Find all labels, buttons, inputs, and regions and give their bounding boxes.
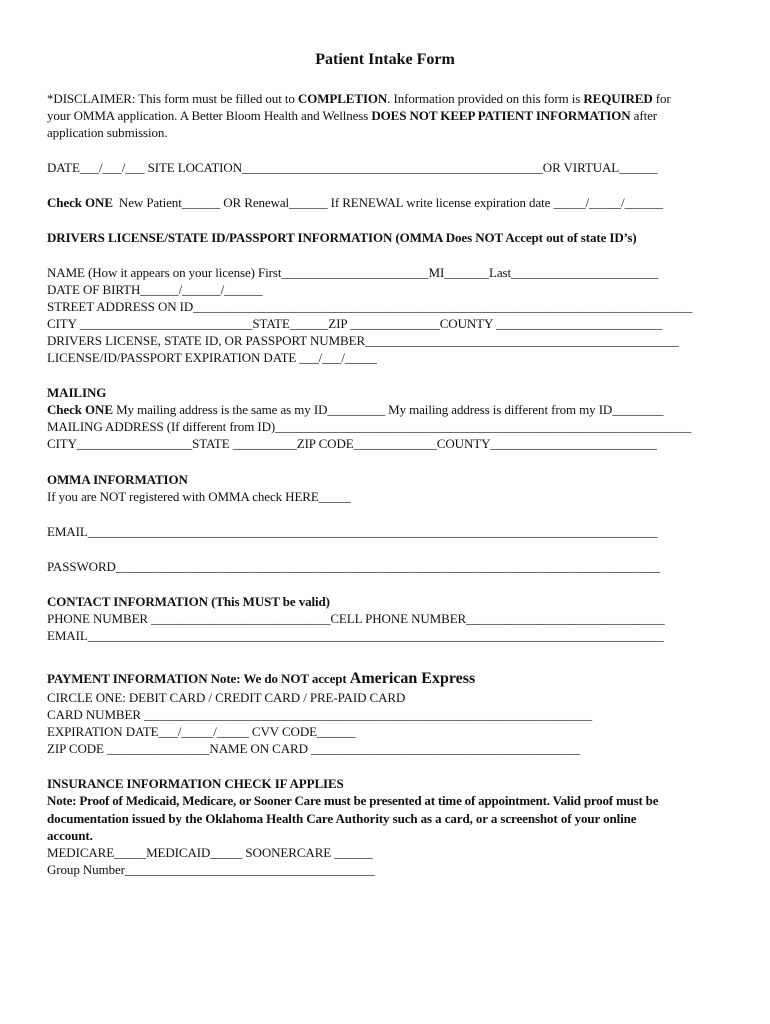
amex-text: American Express [349, 670, 476, 687]
card-number-field[interactable]: CARD NUMBER ______________________________________________________________________ [47, 707, 593, 722]
disclaimer-emphasis: COMPLETION [297, 91, 388, 106]
insurance-type-field[interactable]: MEDICARE_____MEDICAID_____ SOONERCARE ______ [47, 845, 373, 860]
mailing-section-heading: MAILING [47, 385, 107, 400]
disclaimer-text: after [630, 108, 657, 123]
omma-registered-checkbox[interactable]: If you are NOT registered with OMMA check HERE_____ [47, 489, 351, 504]
omma-email-field[interactable]: EMAIL_________________________________________________________________________________________ [47, 524, 658, 539]
patient-type-line[interactable] [47, 194, 663, 211]
mailing-options[interactable]: My mailing address is the same as my ID_________ My mailing address is different from my ID________ [116, 402, 664, 417]
zip-name-on-card-field[interactable]: ZIP CODE ________________NAME ON CARD __________________________________________ [47, 741, 580, 756]
contact-section-heading: CONTACT INFORMATION (This MUST be valid) [47, 594, 330, 609]
omma-password-field[interactable]: PASSWORD_____________________________________________________________________________________ [47, 559, 660, 574]
disclaimer-line-1 [47, 90, 671, 107]
insurance-note-line-2: documentation issued by the Oklahoma Health Care Authority such as a card, or a screenshot of your online [47, 811, 637, 826]
insurance-note-line-3: account. [47, 828, 93, 843]
patient-type-options[interactable]: New Patient______ OR Renewal______ If RENEWAL write license expiration date _____/_____/______ [118, 195, 663, 210]
license-expiration-field[interactable]: LICENSE/ID/PASSPORT EXPIRATION DATE ___/___/_____ [47, 350, 377, 365]
mailing-check-line[interactable] [47, 401, 663, 418]
insurance-section-heading: INSURANCE INFORMATION CHECK IF APPLIES [47, 776, 344, 791]
payment-heading-text: PAYMENT INFORMATION Note: We do NOT accept [47, 671, 350, 686]
license-section-heading: DRIVERS LICENSE/STATE ID/PASSPORT INFORMATION (OMMA Does NOT Accept out of state ID’s) [47, 230, 637, 245]
check-one-label: Check ONE [47, 402, 113, 417]
disclaimer-text: . Information provided on this form is [387, 91, 584, 106]
disclaimer-emphasis: DOES NOT KEEP PATIENT INFORMATION [371, 108, 631, 123]
disclaimer-emphasis: REQUIRED [583, 91, 653, 106]
license-number-field[interactable]: DRIVERS LICENSE, STATE ID, OR PASSPORT NUMBER_________________________________________________ [47, 333, 679, 348]
date-location-field[interactable]: DATE___/___/___ SITE LOCATION_______________________________________________OR VIRTUAL______ [47, 160, 658, 175]
phone-field[interactable]: PHONE NUMBER ____________________________CELL PHONE NUMBER_______________________________ [47, 611, 665, 626]
disclaimer-text: for [652, 91, 671, 106]
page-title: Patient Intake Form [315, 51, 455, 68]
contact-email-field[interactable]: EMAIL__________________________________________________________________________________________ [47, 628, 664, 643]
city-state-zip-field[interactable]: CITY ___________________________STATE______ZIP ______________COUNTY __________________________ [47, 316, 663, 331]
name-field[interactable]: NAME (How it appears on your license) First_______________________MI_______Last_______________________ [47, 265, 659, 280]
mailing-city-field[interactable]: CITY__________________STATE __________ZIP CODE_____________COUNTY__________________________ [47, 436, 657, 451]
disclaimer-text: your OMMA application. A Better Bloom Health and Wellness [47, 108, 372, 123]
mailing-address-field[interactable]: MAILING ADDRESS (If different from ID)_________________________________________________________________ [47, 419, 692, 434]
group-number-field[interactable]: Group Number_______________________________________ [47, 862, 375, 877]
dob-field[interactable]: DATE OF BIRTH______/______/______ [47, 282, 263, 297]
street-address-field[interactable]: STREET ADDRESS ON ID______________________________________________________________________________ [47, 299, 693, 314]
disclaimer-line-2 [47, 107, 657, 124]
card-type-options[interactable]: CIRCLE ONE: DEBIT CARD / CREDIT CARD / PRE-PAID CARD [47, 690, 406, 705]
omma-section-heading: OMMA INFORMATION [47, 472, 188, 487]
disclaimer-line-3: application submission. [47, 125, 168, 140]
payment-section-heading [47, 669, 475, 688]
check-one-label: Check ONE [47, 195, 113, 210]
insurance-note-line-1: Note: Proof of Medicaid, Medicare, or Sooner Care must be presented at time of appointment. Valid proof must be [47, 793, 659, 808]
expiration-cvv-field[interactable]: EXPIRATION DATE___/_____/_____ CVV CODE______ [47, 724, 356, 739]
disclaimer-text: *DISCLAIMER: This form must be filled out to [47, 91, 298, 106]
